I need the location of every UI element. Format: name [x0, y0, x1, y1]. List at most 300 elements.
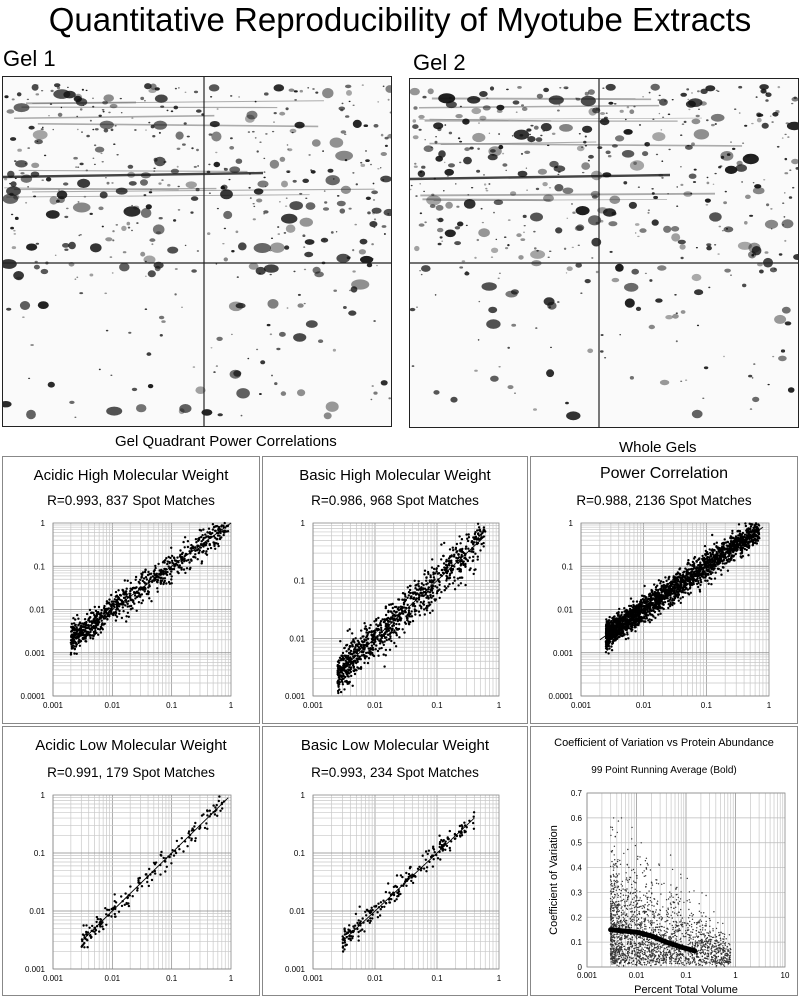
gel-spot [685, 145, 693, 150]
gel-spot [148, 270, 156, 277]
data-point [438, 572, 440, 574]
gel-spot [464, 147, 470, 151]
data-point [389, 649, 391, 651]
data-point [711, 571, 713, 573]
gel-spot [507, 347, 510, 349]
data-point [360, 637, 362, 639]
data-point [347, 672, 349, 674]
data-point [375, 618, 377, 620]
data-point [166, 563, 168, 565]
data-point [354, 660, 356, 662]
gel-spot [414, 163, 416, 165]
gel-spot [612, 278, 620, 282]
data-point [368, 657, 370, 659]
gel-spot [295, 122, 305, 129]
gel-spot [482, 282, 497, 291]
data-point [667, 607, 669, 609]
data-point [724, 538, 726, 540]
gel-spot [216, 337, 222, 341]
data-point [378, 624, 380, 626]
data-point [342, 652, 344, 654]
data-point [673, 584, 675, 586]
data-point [610, 645, 612, 647]
gel-spot [304, 303, 306, 304]
data-point [173, 568, 175, 570]
data-point [440, 591, 442, 593]
gel-spot [54, 83, 60, 87]
gel-spot [577, 146, 585, 152]
gel-spot [720, 151, 733, 161]
data-point [72, 629, 74, 631]
data-point [207, 548, 209, 550]
data-point [412, 620, 414, 622]
chart-title: Basic High Molecular Weight [299, 467, 491, 484]
data-point [396, 634, 398, 636]
y-tick-label: 1 [300, 519, 305, 528]
data-point [618, 608, 620, 610]
gel-spot [255, 137, 257, 138]
data-point [392, 631, 394, 633]
gel-spot [610, 251, 613, 253]
gel-spot [148, 122, 150, 124]
data-point [223, 534, 225, 536]
data-point [685, 587, 687, 589]
gel-spot [543, 88, 549, 92]
data-point [453, 576, 455, 578]
data-point [154, 565, 156, 567]
gel-spot [210, 96, 212, 98]
gel-spot [724, 226, 734, 232]
data-point [750, 525, 752, 527]
data-point [79, 622, 81, 624]
gel-spot [534, 247, 537, 249]
gel-spot [642, 96, 644, 97]
gel-spot [68, 242, 76, 249]
data-point [343, 677, 345, 679]
gel-spot [684, 121, 687, 123]
gel-spot [633, 106, 635, 108]
gel-spot [581, 96, 596, 106]
data-point [115, 609, 117, 611]
gel-spot [714, 173, 716, 174]
data-point [70, 626, 72, 628]
data-point [157, 579, 159, 581]
data-point [216, 538, 218, 540]
gel-spot [99, 369, 101, 371]
gel-spot [293, 271, 295, 273]
gel-spot [629, 202, 637, 209]
data-point [383, 618, 385, 620]
data-point [100, 631, 102, 633]
gel-spot [294, 99, 297, 101]
data-point [735, 553, 737, 555]
gel-spot [196, 149, 199, 151]
gel-spot [438, 218, 444, 222]
gel-spot [514, 130, 530, 140]
gel-spot [10, 137, 16, 141]
data-point [727, 570, 729, 572]
gel-spot [520, 238, 525, 241]
data-point [134, 594, 136, 596]
gel-spot [678, 240, 686, 245]
data-point [77, 618, 79, 620]
gel-spot [419, 270, 421, 271]
data-point [731, 543, 733, 545]
gel-spot [423, 191, 425, 192]
data-point [393, 629, 395, 631]
data-point [397, 608, 399, 610]
gel-spot [290, 129, 297, 133]
gel-spot [330, 138, 344, 148]
gel-spot [694, 129, 709, 139]
gel-spot [459, 162, 461, 164]
data-point [96, 613, 98, 615]
gel-spot [28, 378, 30, 379]
gel-spot [361, 164, 366, 167]
data-point [346, 644, 348, 646]
data-point [375, 644, 377, 646]
data-point [179, 554, 181, 556]
x-tick-label: 0.001 [570, 701, 592, 710]
gel-spot [483, 174, 485, 175]
data-point [365, 625, 367, 627]
gel-spot [263, 210, 268, 213]
data-point [189, 568, 191, 570]
data-point [162, 583, 164, 585]
gel-spot [197, 165, 199, 166]
data-point [461, 554, 463, 556]
data-point [373, 620, 375, 622]
gel-spot [742, 284, 746, 288]
data-point [445, 560, 447, 562]
gel-spot [559, 87, 561, 88]
data-point [206, 531, 208, 533]
data-point [345, 657, 347, 659]
gel-spot [281, 181, 288, 188]
y-tick-label: 0.1 [33, 562, 45, 572]
data-point [164, 580, 166, 582]
data-point [349, 652, 351, 654]
gel-spot [271, 238, 273, 239]
data-point [468, 533, 470, 535]
data-point [607, 652, 609, 654]
data-point [392, 615, 394, 617]
data-point [411, 610, 413, 612]
data-point [655, 604, 657, 606]
data-point [352, 645, 354, 647]
gel-spot [81, 131, 83, 133]
gel-spot [546, 369, 554, 377]
gel-spot [185, 245, 187, 246]
data-point [636, 604, 638, 606]
scatter-plot-acidic-high [3, 517, 261, 722]
gel-spot [583, 141, 586, 144]
gel-spot [771, 121, 773, 122]
data-point [705, 569, 707, 571]
data-point [608, 640, 610, 642]
gel-spot [681, 257, 684, 259]
gel-spot [80, 108, 83, 110]
x-tick-label: 0.001 [42, 701, 64, 710]
gel-spot [535, 327, 537, 328]
gel-spot [41, 269, 49, 274]
gel-spot [260, 360, 265, 364]
data-point [202, 528, 204, 530]
gel-spot [48, 115, 50, 116]
gel-spot [196, 188, 200, 191]
gel-spot [55, 255, 57, 256]
gel-spot [177, 166, 179, 168]
gel-spot [591, 171, 602, 181]
data-point [704, 545, 706, 547]
data-point [349, 628, 351, 630]
gel-streak [422, 199, 550, 200]
data-point [678, 600, 680, 602]
gel-spot [78, 201, 80, 203]
gel-spot [140, 252, 145, 257]
data-point [122, 592, 124, 594]
x-tick-label: 0.01 [367, 701, 383, 710]
gel-spot [17, 149, 22, 152]
gel-spot [506, 89, 509, 91]
data-point [365, 655, 367, 657]
data-point [130, 582, 132, 584]
gel-spot [41, 128, 44, 130]
gel-spot [324, 190, 326, 191]
gel-spot [778, 356, 787, 362]
data-point [147, 586, 149, 588]
gel-spot [680, 381, 682, 382]
gel-spot [388, 397, 391, 399]
gel-spot [566, 411, 580, 420]
gel-spot [136, 404, 146, 412]
data-point [358, 649, 360, 651]
data-point [350, 650, 352, 652]
gel-spot [17, 92, 22, 96]
data-point [739, 538, 741, 540]
data-point [714, 577, 716, 579]
gel-spot [302, 234, 305, 237]
data-point [428, 601, 430, 603]
gel-spot [730, 141, 732, 143]
gel-spot [342, 103, 344, 105]
gel-spot [567, 218, 569, 219]
data-point [401, 610, 403, 612]
gel-spot [116, 154, 118, 155]
data-point [471, 541, 473, 543]
gel-spot [566, 272, 567, 273]
gel-spot [248, 187, 250, 189]
gel-spot [518, 255, 523, 260]
data-point [419, 614, 421, 616]
data-point [476, 529, 478, 531]
gel-spot [145, 308, 148, 310]
data-point [384, 636, 386, 638]
gel-spot [462, 260, 466, 262]
gel-spot [775, 110, 779, 113]
gel-spot [74, 94, 82, 101]
data-point [350, 662, 352, 664]
data-point [339, 681, 341, 683]
gel-spot [696, 115, 700, 117]
data-point [413, 597, 415, 599]
data-point [368, 627, 370, 629]
data-point [375, 623, 377, 625]
data-point [449, 577, 451, 579]
gel-spot [502, 163, 507, 167]
gel-spot [631, 269, 639, 275]
data-point [212, 528, 214, 530]
gel-spot [144, 194, 147, 196]
gel-spot [692, 274, 702, 281]
data-point [74, 625, 76, 627]
gel-spot [73, 157, 78, 160]
gel-spot [264, 92, 269, 95]
data-point [129, 590, 131, 592]
gel-spot [415, 195, 417, 196]
gel-spot [103, 111, 105, 113]
data-point [444, 589, 446, 591]
data-point [73, 622, 75, 624]
gel-spot [782, 203, 784, 204]
gel-spot [57, 196, 65, 203]
data-point [366, 634, 368, 636]
gel-spot [507, 244, 509, 246]
gel-spot [140, 97, 144, 100]
gel-spot [15, 178, 17, 179]
gel-spot [385, 85, 391, 93]
chart-svg [263, 517, 529, 722]
data-point [733, 554, 735, 556]
data-point [353, 648, 355, 650]
data-point [190, 544, 192, 546]
data-point [719, 558, 721, 560]
gel-spot [649, 325, 655, 329]
gel-spot [676, 206, 678, 207]
gel-spot [247, 358, 249, 360]
gel-spot [348, 310, 356, 315]
data-point [397, 628, 399, 630]
data-point [658, 579, 660, 581]
gel-1-label: Gel 1 [3, 46, 56, 71]
gel-spot [151, 125, 155, 129]
chart-stat: R=0.988, 2136 Spot Matches [576, 493, 752, 508]
data-point [132, 587, 134, 589]
gel-spot [682, 124, 685, 125]
gel-spot [526, 168, 527, 169]
gel-spot [550, 347, 552, 348]
gel-spot [102, 161, 104, 162]
data-point [677, 580, 679, 582]
gel-spot [94, 144, 96, 146]
gel-spot [306, 202, 316, 210]
data-point [132, 599, 134, 601]
gel-spot [536, 137, 543, 142]
data-point [124, 579, 126, 581]
gel-spot [416, 307, 418, 308]
gel-spot [450, 397, 457, 403]
gel-spot [521, 104, 524, 106]
gel-spot [424, 139, 426, 140]
gel-spot [73, 203, 91, 213]
gel-spot [384, 209, 392, 216]
data-point [380, 624, 382, 626]
data-point [380, 647, 382, 649]
gel-spot [460, 106, 462, 107]
gel-spot [312, 139, 321, 146]
gel-spot [134, 129, 137, 131]
gel-spot [652, 132, 665, 141]
gel-spot [77, 167, 79, 168]
data-point [90, 620, 92, 622]
data-point [165, 582, 167, 584]
gel-spot [741, 181, 743, 182]
gel-spot [6, 308, 11, 311]
data-point [344, 659, 346, 661]
gel-spot [516, 233, 521, 237]
gel-spot [794, 97, 797, 100]
gel-spot [103, 94, 114, 101]
data-point [419, 592, 421, 594]
gel-spot [90, 120, 92, 122]
gel-spot [784, 134, 786, 135]
gel-spot [207, 171, 211, 174]
gel-spot [445, 230, 456, 238]
gel-spot [254, 243, 271, 253]
data-point [645, 617, 647, 619]
gel-spot [523, 232, 525, 234]
data-point [449, 560, 451, 562]
gel-spot [111, 129, 114, 132]
data-point [379, 642, 381, 644]
gel-spot [27, 99, 29, 100]
gel-spot [730, 275, 732, 276]
data-point [693, 557, 695, 559]
gel-spot [80, 163, 84, 166]
gel-spot [93, 158, 95, 159]
gel-spot [725, 191, 727, 193]
gel-spot [547, 145, 550, 146]
gel-spot [116, 188, 128, 195]
gel-spot [471, 108, 481, 114]
gel-spot [467, 194, 469, 195]
data-point [704, 580, 706, 582]
data-point [461, 538, 463, 540]
gel-spot [413, 119, 417, 122]
data-point [355, 637, 357, 639]
data-point [395, 623, 397, 625]
gel-spot [236, 388, 250, 398]
data-point [620, 614, 622, 616]
gel-spot [349, 290, 351, 291]
gel-spot [672, 314, 679, 319]
data-point [659, 602, 661, 604]
data-point [156, 587, 158, 589]
data-point [662, 581, 664, 583]
gel-spot [86, 90, 88, 91]
data-point [72, 636, 74, 638]
gel-spot [371, 243, 374, 245]
data-point [385, 607, 387, 609]
data-point [451, 571, 453, 573]
gel-spot [13, 195, 19, 200]
gel-spot [498, 278, 500, 280]
gel-spot [184, 122, 187, 125]
gel-spot [522, 107, 528, 111]
data-point [665, 580, 667, 582]
gel-spot [440, 236, 443, 238]
data-point [118, 613, 120, 615]
